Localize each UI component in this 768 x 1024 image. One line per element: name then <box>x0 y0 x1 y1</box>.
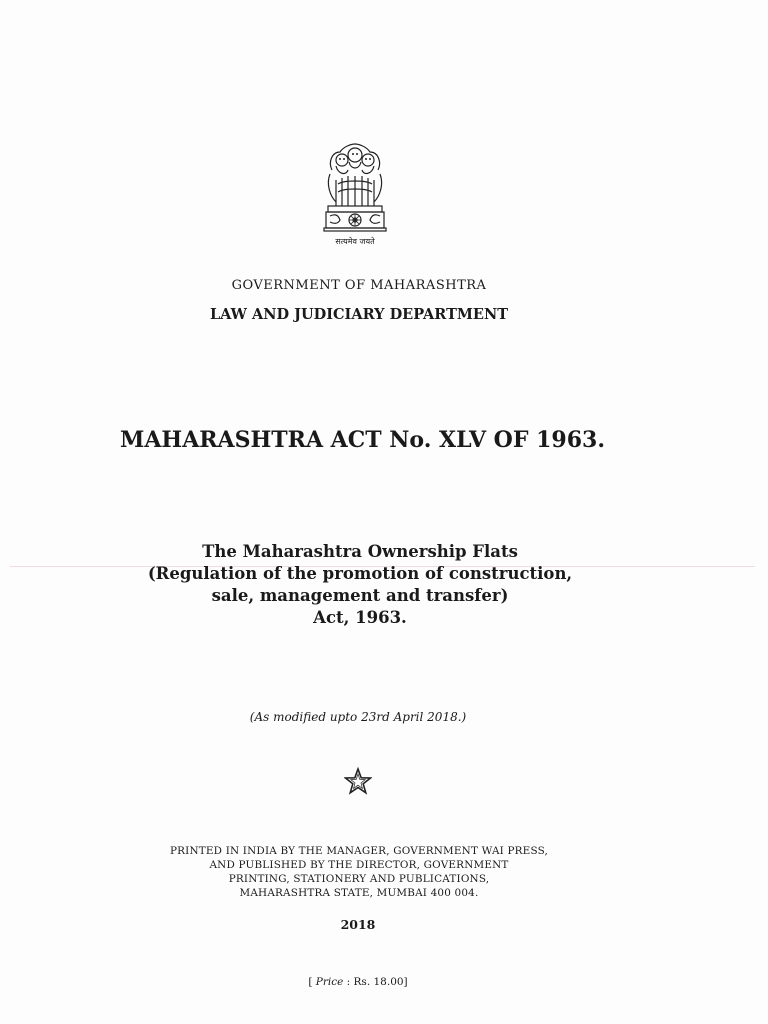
price-value: : Rs. 18.00] <box>343 976 408 988</box>
state-emblem-icon <box>318 140 392 250</box>
price-line <box>0 976 742 988</box>
emblem-motto: सत्यमेव जयते <box>335 237 375 246</box>
act-number: MAHARASHTRA ACT No. XLV OF 1963. <box>120 427 605 453</box>
star-icon <box>344 767 372 795</box>
printer-imprint <box>0 844 718 900</box>
modified-note: (As modified upto 23rd April 2018.) <box>249 710 467 724</box>
act-title <box>0 541 720 629</box>
act-title-line: (Regulation of the promotion of construction, <box>147 564 573 583</box>
government-name: GOVERNMENT OF MAHARASHTRA <box>231 278 487 293</box>
printer-line: PRINTING, STATIONERY AND PUBLICATIONS, <box>228 873 490 885</box>
price-label: Price <box>315 976 344 988</box>
printer-line: PRINTED IN INDIA BY THE MANAGER, GOVERNMENT WAI PRESS, <box>169 845 549 857</box>
department-name: LAW AND JUDICIARY DEPARTMENT <box>209 306 509 323</box>
act-title-line: sale, management and transfer) <box>211 586 509 605</box>
price-open-bracket: [ <box>308 976 316 988</box>
printer-line: AND PUBLISHED BY THE DIRECTOR, GOVERNMENT <box>209 859 509 871</box>
act-title-line: The Maharashtra Ownership Flats <box>202 542 518 561</box>
printer-line: MAHARASHTRA STATE, MUMBAI 400 004. <box>239 887 479 899</box>
act-title-line: Act, 1963. <box>313 608 407 627</box>
publication-year: 2018 <box>340 917 376 932</box>
